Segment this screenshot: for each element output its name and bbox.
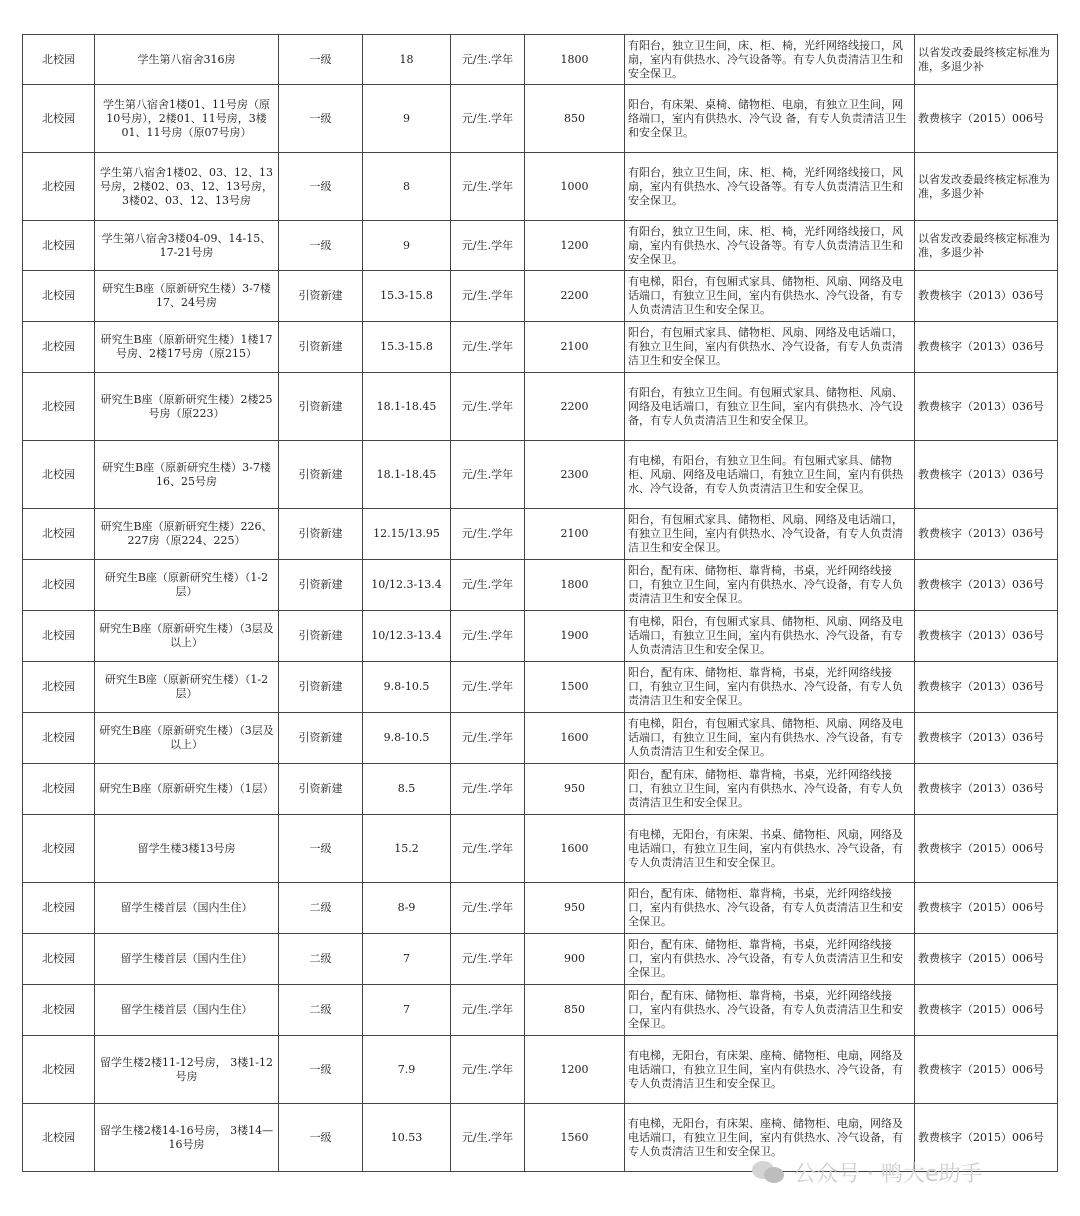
- campus-cell: 北校园: [23, 509, 95, 560]
- area-cell: 9.8-10.5: [363, 662, 451, 713]
- facilities-cell: 阳台，配有床、储物柜、靠背椅，书桌，光纤网络线接口，有独立卫生间，室内有供热水、冷气设备，有专人负责清洁卫生和安全保卫。: [625, 560, 915, 611]
- table-row: [23, 373, 1058, 441]
- unit-cell: 元/生.学年: [451, 85, 525, 153]
- campus-cell: 北校园: [23, 713, 95, 764]
- grade-cell: 引资新建: [279, 271, 363, 322]
- area-cell: 9: [363, 221, 451, 271]
- campus-cell: 北校园: [23, 322, 95, 373]
- watermark: [752, 1152, 983, 1192]
- grade-cell: 一级: [279, 35, 363, 85]
- table-row: [23, 271, 1058, 322]
- facilities-cell: 有阳台，独立卫生间，床、柜、椅，光纤网络线接口，风扇，室内有供热水、冷气设备等。有专人负责清洁卫生和安全保卫。: [625, 221, 915, 271]
- table-row: [23, 815, 1058, 883]
- unit-cell: 元/生.学年: [451, 815, 525, 883]
- grade-cell: 引资新建: [279, 509, 363, 560]
- unit-cell: 元/生.学年: [451, 934, 525, 985]
- table-row: [23, 713, 1058, 764]
- area-cell: 7: [363, 934, 451, 985]
- campus-cell: 北校园: [23, 934, 95, 985]
- unit-cell: 元/生.学年: [451, 1104, 525, 1172]
- grade-cell: 引资新建: [279, 373, 363, 441]
- grade-cell: 引资新建: [279, 764, 363, 815]
- facilities-cell: 有电梯，有阳台，有独立卫生间。有包厢式家具、储物柜、风扇、网络及电话端口，有独立卫生间，室内有供热水、冷气设备，有专人负责清洁卫生和安全保卫。: [625, 441, 915, 509]
- basis-cell: 教费核字（2013）036号: [915, 611, 1058, 662]
- campus-cell: 北校园: [23, 883, 95, 934]
- basis-cell: 教费核字（2015）006号: [915, 934, 1058, 985]
- basis-cell: 教费核字（2013）036号: [915, 271, 1058, 322]
- area-cell: 18.1-18.45: [363, 373, 451, 441]
- table-row: [23, 322, 1058, 373]
- unit-cell: 元/生.学年: [451, 985, 525, 1036]
- basis-cell: 教费核字（2013）036号: [915, 560, 1058, 611]
- area-cell: 7: [363, 985, 451, 1036]
- unit-cell: 元/生.学年: [451, 221, 525, 271]
- price-cell: 850: [525, 85, 625, 153]
- grade-cell: 二级: [279, 934, 363, 985]
- price-cell: 1000: [525, 153, 625, 221]
- facilities-cell: 有阳台，独立卫生间，床、柜、椅，光纤网络线接口，风扇，室内有供热水、冷气设备等。有专人负责清洁卫生和安全保卫。: [625, 35, 915, 85]
- unit-cell: 元/生.学年: [451, 373, 525, 441]
- price-cell: 1800: [525, 560, 625, 611]
- watermark-text: 公众号 · 鸭大e助手: [794, 1161, 983, 1187]
- grade-cell: 引资新建: [279, 662, 363, 713]
- campus-cell: 北校园: [23, 1104, 95, 1172]
- facilities-cell: 有阳台，有独立卫生间。有包厢式家具、储物柜、风扇、网络及电话端口，有独立卫生间，室内有供热水、冷气设备，有专人负责清洁卫生和安全保卫。: [625, 373, 915, 441]
- price-cell: 2200: [525, 271, 625, 322]
- table-row: [23, 883, 1058, 934]
- campus-cell: 北校园: [23, 985, 95, 1036]
- unit-cell: 元/生.学年: [451, 611, 525, 662]
- room-cell: 留学生楼首层（国内生住）: [95, 985, 279, 1036]
- grade-cell: 一级: [279, 815, 363, 883]
- room-cell: 研究生B座（原新研究生楼）（1层）: [95, 764, 279, 815]
- room-cell: 学生第八宿舍1楼01、11号房（原10号房），2楼01、11号房，3楼01、11号房（原07号房）: [95, 85, 279, 153]
- grade-cell: 二级: [279, 883, 363, 934]
- area-cell: 12.15/13.95: [363, 509, 451, 560]
- room-cell: 学生第八宿舍3楼04-09、14-15、17-21号房: [95, 221, 279, 271]
- unit-cell: 元/生.学年: [451, 35, 525, 85]
- grade-cell: 一级: [279, 85, 363, 153]
- campus-cell: 北校园: [23, 815, 95, 883]
- price-cell: 2100: [525, 322, 625, 373]
- area-cell: 7.9: [363, 1036, 451, 1104]
- basis-cell: 教费核字（2013）036号: [915, 662, 1058, 713]
- campus-cell: 北校园: [23, 271, 95, 322]
- grade-cell: 引资新建: [279, 611, 363, 662]
- room-cell: 研究生B座（原新研究生楼）（1-2层）: [95, 662, 279, 713]
- room-cell: 研究生B座（原新研究生楼）226、227房（原224、225）: [95, 509, 279, 560]
- price-cell: 2300: [525, 441, 625, 509]
- unit-cell: 元/生.学年: [451, 1036, 525, 1104]
- room-cell: 研究生B座（原新研究生楼）3-7楼17、24号房: [95, 271, 279, 322]
- campus-cell: 北校园: [23, 560, 95, 611]
- price-cell: 1600: [525, 713, 625, 764]
- grade-cell: 引资新建: [279, 560, 363, 611]
- room-cell: 研究生B座（原新研究生楼）2楼25号房（原223）: [95, 373, 279, 441]
- area-cell: 10/12.3-13.4: [363, 560, 451, 611]
- basis-cell: 教费核字（2013）036号: [915, 509, 1058, 560]
- area-cell: 10.53: [363, 1104, 451, 1172]
- table-row: [23, 509, 1058, 560]
- basis-cell: 教费核字（2015）006号: [915, 1104, 1058, 1172]
- area-cell: 8.5: [363, 764, 451, 815]
- facilities-cell: 阳台，配有床、储物柜、靠背椅，书桌，光纤网络线接口，室内有供热水、冷气设备，有专人负责清洁卫生和安全保卫。: [625, 934, 915, 985]
- room-cell: 研究生B座（原新研究生楼）（3层及以上）: [95, 611, 279, 662]
- facilities-cell: 阳台，配有床、储物柜、靠背椅，书桌，光纤网络线接口，室内有供热水、冷气设备，有专人负责清洁卫生和安全保卫。: [625, 883, 915, 934]
- campus-cell: 北校园: [23, 221, 95, 271]
- basis-cell: 教费核字（2015）006号: [915, 883, 1058, 934]
- price-cell: 1900: [525, 611, 625, 662]
- price-cell: 1600: [525, 815, 625, 883]
- basis-cell: 教费核字（2013）036号: [915, 764, 1058, 815]
- unit-cell: 元/生.学年: [451, 271, 525, 322]
- table-row: [23, 985, 1058, 1036]
- price-cell: 950: [525, 883, 625, 934]
- room-cell: 研究生B座（原新研究生楼）（1-2层）: [95, 560, 279, 611]
- price-cell: 2100: [525, 509, 625, 560]
- unit-cell: 元/生.学年: [451, 153, 525, 221]
- basis-cell: 教费核字（2013）036号: [915, 713, 1058, 764]
- grade-cell: 一级: [279, 1104, 363, 1172]
- table-row: [23, 662, 1058, 713]
- facilities-cell: 阳台，有包厢式家具、储物柜、风扇、网络及电话端口，有独立卫生间，室内有供热水、冷气设备，有专人负责清洁卫生和安全保卫。: [625, 322, 915, 373]
- campus-cell: 北校园: [23, 1036, 95, 1104]
- area-cell: 18.1-18.45: [363, 441, 451, 509]
- facilities-cell: 阳台，有包厢式家具、储物柜、风扇、网络及电话端口，有独立卫生间，室内有供热水、冷气设备，有专人负责清洁卫生和安全保卫。: [625, 509, 915, 560]
- dorm-fee-table: [22, 34, 1058, 1172]
- grade-cell: 一级: [279, 1036, 363, 1104]
- campus-cell: 北校园: [23, 373, 95, 441]
- unit-cell: 元/生.学年: [451, 560, 525, 611]
- facilities-cell: 有电梯，无阳台，有床架、座椅、储物柜、电扇，网络及电话端口，有独立卫生间，室内有供热水、冷气设备，有专人负责清洁卫生和安全保卫。: [625, 1036, 915, 1104]
- basis-cell: 以省发改委最终核定标准为准，多退少补: [915, 221, 1058, 271]
- table-row: [23, 35, 1058, 85]
- table-body: [23, 35, 1058, 1172]
- facilities-cell: 阳台，配有床、储物柜、靠背椅，书桌，光纤网络线接口，有独立卫生间，室内有供热水、冷气设备，有专人负责清洁卫生和安全保卫。: [625, 662, 915, 713]
- facilities-cell: 有阳台，独立卫生间，床、柜、椅，光纤网络线接口，风扇，室内有供热水、冷气设备等。有专人负责清洁卫生和安全保卫。: [625, 153, 915, 221]
- room-cell: 研究生B座（原新研究生楼）（3层及以上）: [95, 713, 279, 764]
- basis-cell: 以省发改委最终核定标准为准，多退少补: [915, 35, 1058, 85]
- campus-cell: 北校园: [23, 611, 95, 662]
- room-cell: 留学生楼2楼11-12号房， 3楼1-12号房: [95, 1036, 279, 1104]
- basis-cell: 教费核字（2013）036号: [915, 322, 1058, 373]
- campus-cell: 北校园: [23, 35, 95, 85]
- area-cell: 15.3-15.8: [363, 322, 451, 373]
- room-cell: 学生第八宿舍316房: [95, 35, 279, 85]
- grade-cell: 引资新建: [279, 322, 363, 373]
- area-cell: 8-9: [363, 883, 451, 934]
- table-row: [23, 934, 1058, 985]
- grade-cell: 二级: [279, 985, 363, 1036]
- unit-cell: 元/生.学年: [451, 509, 525, 560]
- campus-cell: 北校园: [23, 764, 95, 815]
- facilities-cell: 有电梯，阳台，有包厢式家具、储物柜、风扇、网络及电话端口，有独立卫生间，室内有供热水、冷气设备，有专人负责清洁卫生和安全保卫。: [625, 713, 915, 764]
- area-cell: 8: [363, 153, 451, 221]
- table-row: [23, 764, 1058, 815]
- table-row: [23, 221, 1058, 271]
- price-cell: 1200: [525, 221, 625, 271]
- unit-cell: 元/生.学年: [451, 322, 525, 373]
- room-cell: 研究生B座（原新研究生楼）3-7楼16、25号房: [95, 441, 279, 509]
- facilities-cell: 有电梯，无阳台，有床架、座椅、储物柜、电扇，网络及电话端口，有独立卫生间，室内有供热水、冷气设备，有专人负责清洁卫生和安全保卫。: [625, 1104, 915, 1172]
- price-cell: 900: [525, 934, 625, 985]
- grade-cell: 引资新建: [279, 441, 363, 509]
- price-cell: 1560: [525, 1104, 625, 1172]
- table-row: [23, 153, 1058, 221]
- grade-cell: 一级: [279, 221, 363, 271]
- room-cell: 留学生楼首层（国内生住）: [95, 934, 279, 985]
- facilities-cell: 有电梯，阳台，有包厢式家具、储物柜、风扇、网络及电话端口，有独立卫生间，室内有供热水、冷气设备，有专人负责清洁卫生和安全保卫。: [625, 611, 915, 662]
- area-cell: 9.8-10.5: [363, 713, 451, 764]
- area-cell: 15.3-15.8: [363, 271, 451, 322]
- unit-cell: 元/生.学年: [451, 764, 525, 815]
- table-row: [23, 1036, 1058, 1104]
- unit-cell: 元/生.学年: [451, 713, 525, 764]
- basis-cell: 教费核字（2013）036号: [915, 441, 1058, 509]
- basis-cell: 教费核字（2013）036号: [915, 373, 1058, 441]
- table-row: [23, 560, 1058, 611]
- facilities-cell: 阳台，有床架、桌椅、储物柜、电扇，有独立卫生间，网络端口，室内有供热水、冷气设 备，有专人负责清洁卫生和安全保卫。: [625, 85, 915, 153]
- campus-cell: 北校园: [23, 662, 95, 713]
- price-cell: 2200: [525, 373, 625, 441]
- area-cell: 9: [363, 85, 451, 153]
- campus-cell: 北校园: [23, 85, 95, 153]
- area-cell: 10/12.3-13.4: [363, 611, 451, 662]
- price-cell: 1500: [525, 662, 625, 713]
- basis-cell: 教费核字（2015）006号: [915, 1036, 1058, 1104]
- facilities-cell: 阳台，配有床、储物柜、靠背椅，书桌，光纤网络线接口，有独立卫生间，室内有供热水、冷气设备，有专人负责清洁卫生和安全保卫。: [625, 764, 915, 815]
- basis-cell: 教费核字（2015）006号: [915, 985, 1058, 1036]
- room-cell: 留学生楼3楼13号房: [95, 815, 279, 883]
- area-cell: 15.2: [363, 815, 451, 883]
- table-row: [23, 611, 1058, 662]
- room-cell: 研究生B座（原新研究生楼）1楼17号房、2楼17号房（原215）: [95, 322, 279, 373]
- basis-cell: 以省发改委最终核定标准为准，多退少补: [915, 153, 1058, 221]
- price-cell: 1800: [525, 35, 625, 85]
- table-row: [23, 85, 1058, 153]
- facilities-cell: 阳台，配有床、储物柜、靠背椅，书桌，光纤网络线接口，室内有供热水、冷气设备，有专人负责清洁卫生和安全保卫。: [625, 985, 915, 1036]
- basis-cell: 教费核字（2015）006号: [915, 85, 1058, 153]
- grade-cell: 引资新建: [279, 713, 363, 764]
- campus-cell: 北校园: [23, 153, 95, 221]
- facilities-cell: 有电梯，阳台，有包厢式家具、储物柜、风扇、网络及电话端口，有独立卫生间，室内有供热水、冷气设备，有专人负责清洁卫生和安全保卫。: [625, 271, 915, 322]
- price-cell: 1200: [525, 1036, 625, 1104]
- unit-cell: 元/生.学年: [451, 883, 525, 934]
- wechat-icon: [752, 1157, 786, 1187]
- price-cell: 850: [525, 985, 625, 1036]
- campus-cell: 北校园: [23, 441, 95, 509]
- area-cell: 18: [363, 35, 451, 85]
- price-cell: 950: [525, 764, 625, 815]
- grade-cell: 一级: [279, 153, 363, 221]
- unit-cell: 元/生.学年: [451, 441, 525, 509]
- room-cell: 留学生楼首层（国内生住）: [95, 883, 279, 934]
- room-cell: 学生第八宿舍1楼02、03、12、13号房，2楼02、03、12、13号房，3楼02、03、12、13号房: [95, 153, 279, 221]
- unit-cell: 元/生.学年: [451, 662, 525, 713]
- facilities-cell: 有电梯，无阳台，有床架、书桌、储物柜、风扇，网络及电话端口，有独立卫生间，室内有供热水、冷气设备，有专人负责清洁卫生和安全保卫。: [625, 815, 915, 883]
- table-row: [23, 441, 1058, 509]
- basis-cell: 教费核字（2015）006号: [915, 815, 1058, 883]
- room-cell: 留学生楼2楼14-16号房， 3楼14—16号房: [95, 1104, 279, 1172]
